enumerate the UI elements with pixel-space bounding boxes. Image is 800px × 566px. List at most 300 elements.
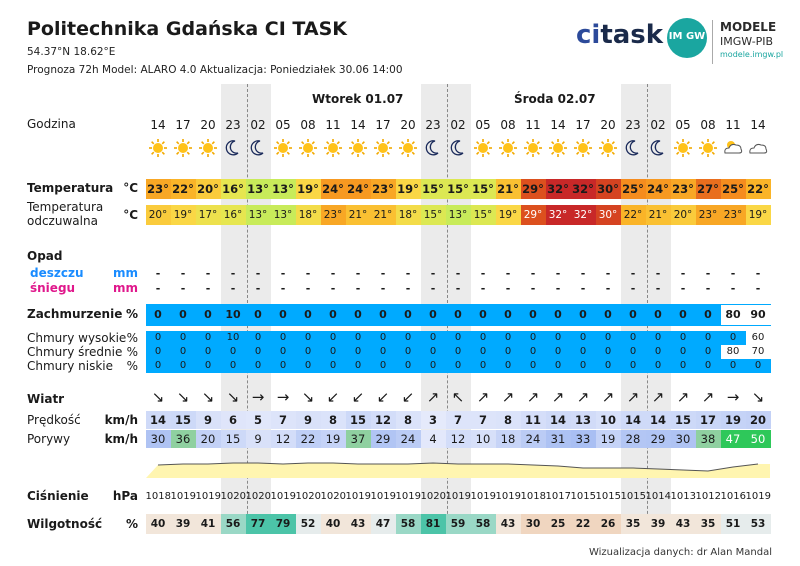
wind-direction-arrow: ↙ (326, 388, 340, 406)
rain-cell: - (505, 267, 511, 280)
hour-label: 14 (150, 118, 166, 132)
humidity-cell: 77 (246, 514, 271, 534)
temperature-cell: 19° (396, 179, 421, 199)
cloud-high-cell: 0 (471, 331, 496, 345)
wind-direction-arrow: ↘ (751, 388, 765, 406)
sun-icon (549, 139, 567, 157)
wind-direction-arrow: ↗ (426, 388, 440, 406)
snow-cell: - (655, 282, 661, 295)
cloud-low-cell: 0 (271, 359, 296, 373)
snow-cell: - (455, 282, 461, 295)
snow-cell: - (580, 282, 586, 295)
wind-gust-cell: 12 (446, 430, 471, 448)
temperature-cell: 20° (196, 179, 221, 199)
wind-gust-cell: 33 (571, 430, 596, 448)
pressure-cell: 1020 (220, 491, 246, 502)
rain-cell: - (205, 267, 211, 280)
pressure-cell: 1019 (170, 491, 196, 502)
wind-speed-cell: 11 (521, 411, 546, 429)
label-hour: Godzina (27, 117, 76, 131)
wind-gust-cell: 38 (696, 430, 721, 448)
wind-speed-cell: 7 (471, 411, 496, 429)
cloud-low-cell: 0 (421, 359, 446, 373)
cloud-total-cell: 0 (246, 304, 271, 326)
wind-direction-arrow: ↗ (576, 388, 590, 406)
cloud-high-cell: 0 (696, 331, 721, 345)
snow-cell: - (605, 282, 611, 295)
moon-icon (626, 141, 638, 155)
hour-label: 14 (350, 118, 366, 132)
cloud-low-cell: 0 (171, 359, 196, 373)
cloud-high-cell: 0 (321, 331, 346, 345)
cloud-icon (750, 144, 767, 153)
wind-speed-cell: 9 (196, 411, 221, 429)
feels-like-cell: 32° (546, 205, 571, 225)
wind-gust-cell: 50 (746, 430, 771, 448)
cloud-high-cell: 0 (146, 331, 171, 345)
humidity-cell: 81 (421, 514, 446, 534)
cloud-low-cell: 0 (671, 359, 696, 373)
unit-snow: mm (112, 281, 138, 295)
rain-cell: - (605, 267, 611, 280)
cloud-low-cell: 0 (446, 359, 471, 373)
cloud-total-cell: 0 (696, 304, 721, 326)
wind-gust-cell: 36 (171, 430, 196, 448)
unit-pressure: hPa (112, 489, 138, 503)
cloud-high-cell: 0 (571, 331, 596, 345)
humidity-cell: 22 (571, 514, 596, 534)
feels-like-cell: 13° (246, 205, 271, 225)
wind-speed-cell: 8 (396, 411, 421, 429)
humidity-cell: 40 (146, 514, 171, 534)
rain-cell: - (155, 267, 161, 280)
wind-direction-arrow: ↗ (651, 388, 665, 406)
label-rain: deszczu (30, 266, 84, 280)
wind-speed-cell: 14 (646, 411, 671, 429)
cloud-mid-cell: 0 (221, 345, 246, 359)
temperature-cell: 19° (296, 179, 321, 199)
rain-cell: - (330, 267, 336, 280)
humidity-cell: 79 (271, 514, 296, 534)
cloud-high-cell: 0 (546, 331, 571, 345)
label-gust: Porywy (27, 432, 71, 446)
humidity-cell: 47 (371, 514, 396, 534)
humidity-cell: 43 (346, 514, 371, 534)
snow-cell: - (180, 282, 186, 295)
feels-like-cell: 19° (171, 205, 196, 225)
wind-gust-cell: 20 (196, 430, 221, 448)
temperature-cell: 15° (446, 179, 471, 199)
rain-cell: - (180, 267, 186, 280)
cloud-total-cell: 0 (546, 304, 571, 326)
pressure-cell: 1020 (420, 491, 446, 502)
sun-icon (699, 139, 717, 157)
cloud-total-cell: 0 (371, 304, 396, 326)
cloud-high-cell: 0 (671, 331, 696, 345)
pressure-cell: 1019 (470, 491, 496, 502)
wind-gust-cell: 19 (321, 430, 346, 448)
cloud-low-cell: 0 (321, 359, 346, 373)
rain-cell: - (755, 267, 761, 280)
rain-cell: - (230, 267, 236, 280)
wind-direction-arrow: ↗ (501, 388, 515, 406)
cloud-total-cell: 0 (321, 304, 346, 326)
cloud-total-cell: 0 (596, 304, 621, 326)
cloud-mid-cell: 0 (421, 345, 446, 359)
cloud-total-cell: 0 (296, 304, 321, 326)
cloud-high-cell: 0 (496, 331, 521, 345)
cloud-mid-cell: 0 (546, 345, 571, 359)
sun-icon (524, 139, 542, 157)
feels-like-cell: 20° (671, 205, 696, 225)
label-cloud-high: Chmury wysokie (27, 331, 127, 345)
cloud-mid-cell: 0 (346, 345, 371, 359)
humidity-cell: 35 (696, 514, 721, 534)
wind-gust-cell: 12 (271, 430, 296, 448)
rain-cell: - (680, 267, 686, 280)
cloud-high-cell: 60 (746, 331, 771, 345)
cloud-high-cell: 0 (196, 331, 221, 345)
cloud-high-cell: 0 (296, 331, 321, 345)
wind-speed-cell: 5 (246, 411, 271, 429)
cloud-high-cell: 0 (246, 331, 271, 345)
hour-label: 23 (225, 118, 241, 132)
cloud-low-cell: 0 (721, 359, 746, 373)
cloud-high-cell: 0 (171, 331, 196, 345)
feels-like-cell: 29° (521, 205, 546, 225)
sun-icon (324, 139, 342, 157)
pressure-cell: 1020 (245, 491, 271, 502)
hour-label: 05 (475, 118, 491, 132)
temperature-cell: 23° (671, 179, 696, 199)
cloud-total-cell: 0 (621, 304, 646, 326)
pressure-cell: 1019 (395, 491, 421, 502)
wind-gust-cell: 18 (496, 430, 521, 448)
cloud-high-cell: 0 (721, 331, 746, 345)
feels-like-cell: 21° (646, 205, 671, 225)
temperature-cell: 21° (496, 179, 521, 199)
coordinates: 54.37°N 18.62°E (27, 46, 116, 58)
snow-cell: - (255, 282, 261, 295)
rain-cell: - (705, 267, 711, 280)
cloud-total-cell: 90 (746, 304, 771, 326)
modele-logo-title: MODELE (720, 20, 777, 34)
wind-gust-cell: 15 (221, 430, 246, 448)
moon-icon (651, 141, 663, 155)
humidity-cell: 25 (546, 514, 571, 534)
rain-cell: - (305, 267, 311, 280)
cloud-high-cell: 0 (371, 331, 396, 345)
cloud-mid-cell: 0 (146, 345, 171, 359)
pressure-cell: 1020 (320, 491, 346, 502)
moon-icon (451, 141, 463, 155)
humidity-cell: 58 (396, 514, 421, 534)
unit-cloud-low: % (126, 359, 138, 373)
cloud-mid-cell: 0 (446, 345, 471, 359)
rain-cell: - (455, 267, 461, 280)
cloud-low-cell: 0 (196, 359, 221, 373)
cloud-mid-cell: 0 (396, 345, 421, 359)
pressure-cell: 1019 (195, 491, 221, 502)
cloud-mid-cell: 0 (646, 345, 671, 359)
cloud-low-cell: 0 (471, 359, 496, 373)
cloud-total-cell: 0 (446, 304, 471, 326)
label-feels-like-2: odczuwalna (27, 214, 98, 228)
rain-cell: - (555, 267, 561, 280)
pressure-cell: 1019 (370, 491, 396, 502)
wind-speed-cell: 8 (321, 411, 346, 429)
sun-icon (574, 139, 592, 157)
temperature-cell: 15° (471, 179, 496, 199)
humidity-cell: 56 (221, 514, 246, 534)
wind-direction-arrow: ↘ (176, 388, 190, 406)
cloud-total-cell: 0 (671, 304, 696, 326)
cloud-total-cell: 0 (346, 304, 371, 326)
hour-label: 17 (575, 118, 591, 132)
humidity-cell: 41 (196, 514, 221, 534)
cloud-low-cell: 0 (396, 359, 421, 373)
temperature-cell: 24° (646, 179, 671, 199)
wind-speed-cell: 20 (746, 411, 771, 429)
feels-like-cell: 17° (196, 205, 221, 225)
hour-label: 20 (400, 118, 416, 132)
snow-cell: - (380, 282, 386, 295)
pressure-cell: 1014 (645, 491, 671, 502)
feels-like-cell: 19° (746, 205, 771, 225)
hour-label: 11 (725, 118, 741, 132)
rain-cell: - (255, 267, 261, 280)
wind-direction-arrow: ↗ (626, 388, 640, 406)
cloud-low-cell: 0 (496, 359, 521, 373)
rain-cell: - (430, 267, 436, 280)
cloud-low-cell: 0 (546, 359, 571, 373)
modele-logo-sub: IMGW-PIB (720, 35, 774, 48)
cloud-high-cell: 0 (396, 331, 421, 345)
cloud-high-cell: 0 (521, 331, 546, 345)
snow-cell: - (330, 282, 336, 295)
unit-humidity: % (125, 517, 138, 531)
label-snow: śniegu (30, 281, 76, 295)
humidity-cell: 40 (321, 514, 346, 534)
wind-direction-arrow: ↘ (301, 388, 315, 406)
pressure-cell: 1012 (695, 491, 721, 502)
wind-gust-cell: 24 (521, 430, 546, 448)
cloud-mid-cell: 0 (596, 345, 621, 359)
pressure-cell: 1017 (545, 491, 571, 502)
cloud-mid-cell: 80 (721, 345, 746, 359)
cloud-low-cell: 0 (371, 359, 396, 373)
pressure-cell: 1019 (495, 491, 521, 502)
cloud-total-cell: 0 (196, 304, 221, 326)
cloud-mid-cell: 0 (521, 345, 546, 359)
wind-direction-arrow: ↖ (451, 388, 465, 406)
pressure-cell: 1015 (620, 491, 646, 502)
sun-icon (299, 139, 317, 157)
cloud-low-cell: 0 (296, 359, 321, 373)
wind-gust-cell: 24 (396, 430, 421, 448)
day-label-tuesday: Wtorek 01.07 (312, 92, 404, 106)
cloud-mid-cell: 0 (696, 345, 721, 359)
cloud-high-cell: 0 (596, 331, 621, 345)
unit-rain: mm (112, 266, 138, 280)
feels-like-cell: 19° (496, 205, 521, 225)
temperature-cell: 29° (521, 179, 546, 199)
sun-icon (199, 139, 217, 157)
snow-cell: - (230, 282, 236, 295)
wind-direction-arrow: ↗ (551, 388, 565, 406)
sun-icon (374, 139, 392, 157)
label-precip: Opad (27, 249, 63, 263)
cloud-total-cell: 0 (496, 304, 521, 326)
cloud-total-cell: 0 (421, 304, 446, 326)
cloud-high-cell: 0 (446, 331, 471, 345)
cloud-mid-cell: 0 (296, 345, 321, 359)
rain-cell: - (380, 267, 386, 280)
cloud-high-cell: 0 (621, 331, 646, 345)
wind-speed-cell: 13 (571, 411, 596, 429)
unit-speed: km/h (104, 413, 138, 427)
sun-icon (474, 139, 492, 157)
feels-like-cell: 18° (296, 205, 321, 225)
wind-gust-cell: 30 (671, 430, 696, 448)
rain-cell: - (530, 267, 536, 280)
hour-label: 17 (375, 118, 391, 132)
wind-gust-cell: 37 (346, 430, 371, 448)
cloud-low-cell: 0 (746, 359, 771, 373)
wind-gust-cell: 4 (421, 430, 446, 448)
wind-gust-cell: 30 (146, 430, 171, 448)
wind-direction-arrow: → (726, 388, 740, 406)
snow-cell: - (680, 282, 686, 295)
feels-like-cell: 23° (721, 205, 746, 225)
feels-like-cell: 32° (571, 205, 596, 225)
task-logo-text: task (600, 20, 664, 50)
sun-icon (149, 139, 167, 157)
humidity-cell: 26 (596, 514, 621, 534)
rain-cell: - (355, 267, 361, 280)
snow-cell: - (530, 282, 536, 295)
wind-speed-cell: 19 (721, 411, 746, 429)
snow-cell: - (280, 282, 286, 295)
snow-cell: - (705, 282, 711, 295)
wind-gust-cell: 9 (246, 430, 271, 448)
cloud-mid-cell: 0 (571, 345, 596, 359)
wind-gust-cell: 31 (546, 430, 571, 448)
wind-speed-cell: 15 (671, 411, 696, 429)
sun-icon (399, 139, 417, 157)
hour-label: 14 (750, 118, 766, 132)
temperature-cell: 27° (696, 179, 721, 199)
wind-speed-cell: 15 (346, 411, 371, 429)
temperature-cell: 32° (546, 179, 571, 199)
cloud-total-cell: 80 (721, 304, 746, 326)
label-cloud-low: Chmury niskie (27, 359, 113, 373)
feels-like-cell: 20° (146, 205, 171, 225)
wind-speed-cell: 14 (146, 411, 171, 429)
humidity-cell: 51 (721, 514, 746, 534)
unit-cloud-mid: % (126, 345, 138, 359)
sun-icon (274, 139, 292, 157)
cloud-mid-cell: 0 (471, 345, 496, 359)
snow-cell: - (505, 282, 511, 295)
hour-label: 02 (250, 118, 266, 132)
humidity-cell: 58 (471, 514, 496, 534)
wind-direction-arrow: ↗ (701, 388, 715, 406)
temperature-cell: 25° (621, 179, 646, 199)
hour-label: 23 (625, 118, 641, 132)
wind-speed-cell: 12 (371, 411, 396, 429)
snow-cell: - (305, 282, 311, 295)
feels-like-cell: 21° (371, 205, 396, 225)
forecast-info: Prognoza 72h Model: ALARO 4.0 Aktualizacja: Poniedziałek 30.06 14:00 (27, 64, 403, 76)
hour-label: 08 (700, 118, 716, 132)
rain-cell: - (655, 267, 661, 280)
unit-temperature: °C (123, 181, 138, 195)
label-wind: Wiatr (27, 392, 65, 406)
hour-label: 17 (175, 118, 191, 132)
sun-icon (499, 139, 517, 157)
cloud-mid-cell: 0 (196, 345, 221, 359)
label-speed: Prędkość (27, 413, 81, 427)
hour-label: 02 (450, 118, 466, 132)
wind-speed-cell: 14 (621, 411, 646, 429)
cloud-low-cell: 0 (696, 359, 721, 373)
humidity-cell: 39 (646, 514, 671, 534)
snow-cell: - (155, 282, 161, 295)
wind-speed-cell: 14 (546, 411, 571, 429)
cloud-low-cell: 0 (146, 359, 171, 373)
cloud-total-cell: 0 (396, 304, 421, 326)
snow-cell: - (205, 282, 211, 295)
label-pressure: Ciśnienie (27, 489, 89, 503)
hour-label: 02 (650, 118, 666, 132)
sun-icon (174, 139, 192, 157)
hour-label: 11 (325, 118, 341, 132)
temperature-cell: 22° (171, 179, 196, 199)
wind-gust-cell: 10 (471, 430, 496, 448)
cloud-low-cell: 0 (621, 359, 646, 373)
label-humidity: Wilgotność (27, 517, 103, 531)
hour-label: 05 (275, 118, 291, 132)
wind-direction-arrow: ↙ (401, 388, 415, 406)
feels-like-cell: 23° (321, 205, 346, 225)
cloud-mid-cell: 70 (746, 345, 771, 359)
wind-speed-cell: 10 (596, 411, 621, 429)
humidity-cell: 52 (296, 514, 321, 534)
wind-gust-cell: 29 (646, 430, 671, 448)
pressure-cell: 1019 (445, 491, 471, 502)
snow-cell: - (480, 282, 486, 295)
feels-like-cell: 21° (346, 205, 371, 225)
humidity-cell: 53 (746, 514, 771, 534)
unit-feels-like: °C (123, 208, 138, 222)
wind-speed-cell: 6 (221, 411, 246, 429)
wind-direction-arrow: → (276, 388, 290, 406)
hour-label: 08 (500, 118, 516, 132)
sun-icon (349, 139, 367, 157)
modele-logo-url: modele.imgw.pl (720, 50, 784, 59)
snow-cell: - (755, 282, 761, 295)
humidity-cell: 43 (496, 514, 521, 534)
rain-cell: - (630, 267, 636, 280)
wind-direction-arrow: ↗ (601, 388, 615, 406)
hour-label: 23 (425, 118, 441, 132)
cloud-mid-cell: 0 (271, 345, 296, 359)
wind-gust-cell: 19 (596, 430, 621, 448)
label-cloud-mid: Chmury średnie (27, 345, 123, 359)
wind-direction-arrow: ↙ (376, 388, 390, 406)
feels-like-cell: 30° (596, 205, 621, 225)
